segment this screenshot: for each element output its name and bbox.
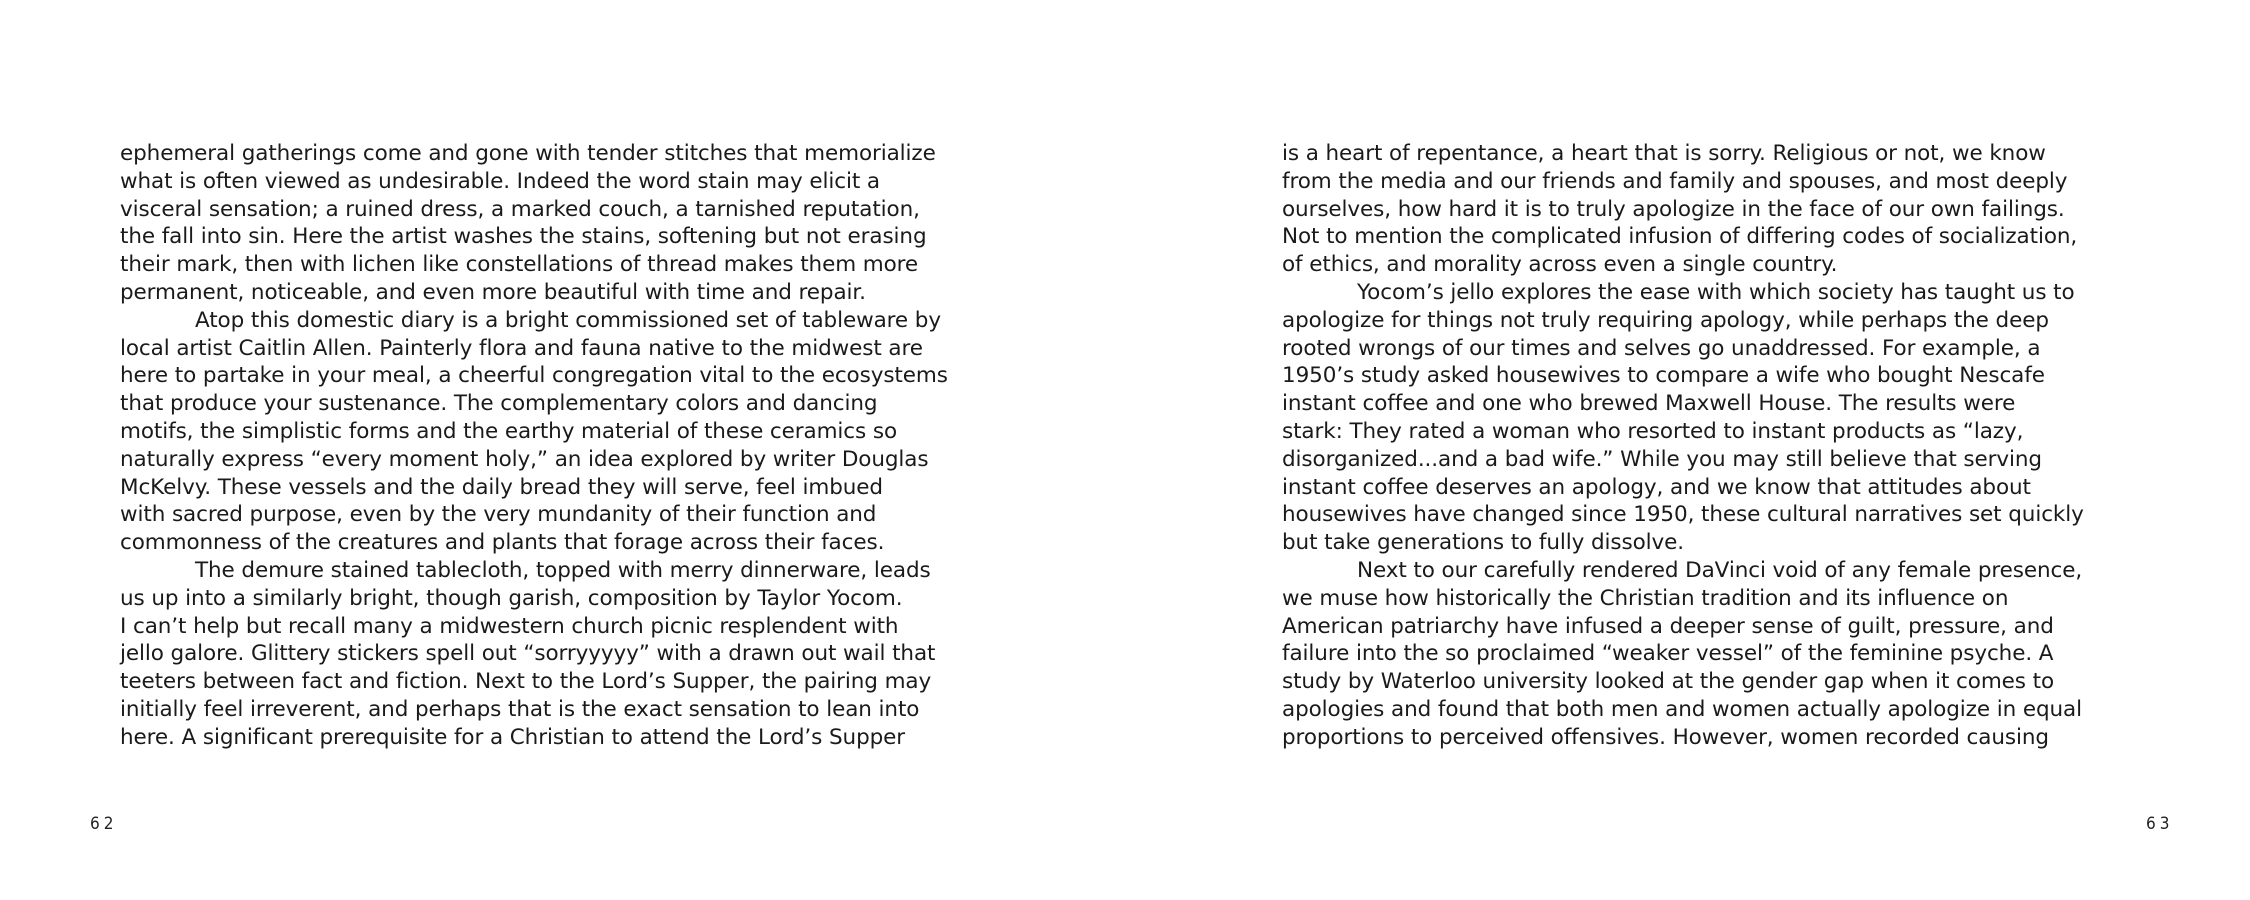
- text-line: that produce your sustenance. The complementary colors and dancing: [120, 391, 878, 417]
- text-line: I can’t help but recall many a midwestern church picnic resplendent with: [120, 613, 899, 639]
- left-page-number: 62: [90, 814, 118, 834]
- text-line: teeters between fact and fiction. Next to the Lord’s Supper, the pairing may: [120, 669, 932, 695]
- text-line: is a heart of repentance, a heart that is sorry. Religious or not, we know: [1282, 141, 2046, 166]
- text-line: Yocom’s jello explores the ease with which society has taught us to: [1357, 279, 2075, 305]
- text-line: of ethics, and morality across even a single country.: [1282, 252, 1838, 278]
- text-line: from the media and our friends and family and spouses, and most deeply: [1282, 168, 2068, 194]
- text-line: disorganized...and a bad wife.” While you may still believe that serving: [1282, 446, 2042, 472]
- text-line: motifs, the simplistic forms and the earthy material of these ceramics so: [120, 418, 898, 444]
- text-line: stark: They rated a woman who resorted to instant products as “lazy,: [1282, 418, 2024, 444]
- text-line: The demure stained tablecloth, topped with merry dinnerware, leads: [195, 557, 931, 583]
- text-line: Next to our carefully rendered DaVinci void of any female presence,: [1357, 557, 2083, 583]
- text-line: Atop this domestic diary is a bright commissioned set of tableware by: [195, 307, 941, 333]
- text-line: permanent, noticeable, and even more beautiful with time and repair.: [120, 279, 866, 305]
- text-line: 1950’s study asked housewives to compare a wife who bought Nescafe: [1282, 363, 2045, 389]
- text-line: proportions to perceived offensives. However, women recorded causing: [1282, 724, 2049, 750]
- text-line: instant coffee and one who brewed Maxwell House. The results were: [1282, 391, 2016, 417]
- right-page-number: 63: [2146, 814, 2174, 834]
- text-line: naturally express “every moment holy,” an idea explored by writer Douglas: [120, 446, 929, 472]
- text-line: failure into the so proclaimed “weaker vessel” of the feminine psyche. A: [1282, 641, 2054, 667]
- text-line: American patriarchy have infused a deeper sense of guilt, pressure, and: [1282, 613, 2054, 639]
- text-line: Not to mention the complicated infusion of differing codes of socialization,: [1282, 224, 2078, 250]
- text-line: apologize for things not truly requiring apology, while perhaps the deep: [1282, 307, 2049, 333]
- text-line: local artist Caitlin Allen. Painterly flora and fauna native to the midwest are: [120, 335, 923, 361]
- text-line: here. A significant prerequisite for a Christian to attend the Lord’s Supper: [120, 724, 906, 750]
- text-line: commonness of the creatures and plants that forage across their faces.: [120, 530, 885, 556]
- text-line: rooted wrongs of our times and selves go unaddressed. For example, a: [1282, 335, 2041, 361]
- text-line: visceral sensation; a ruined dress, a marked couch, a tarnished reputation,: [120, 196, 920, 222]
- text-line: we muse how historically the Christian tradition and its influence on: [1282, 585, 2009, 611]
- text-line: housewives have changed since 1950, these cultural narratives set quickly: [1282, 502, 2084, 528]
- text-line: instant coffee deserves an apology, and we know that attitudes about: [1282, 474, 2031, 500]
- text-line: what is often viewed as undesirable. Indeed the word stain may elicit a: [120, 168, 880, 194]
- text-line: ourselves, how hard it is to truly apologize in the face of our own failings.: [1282, 196, 2065, 222]
- right-page-body-text: [1282, 140, 2084, 752]
- text-line: jello galore. Glittery stickers spell out “sorryyyyy” with a drawn out wail that: [120, 641, 936, 667]
- text-line: with sacred purpose, even by the very mundanity of their function and: [120, 502, 877, 528]
- text-line: here to partake in your meal, a cheerful congregation vital to the ecosystems: [120, 363, 948, 389]
- text-line: initially feel irreverent, and perhaps that is the exact sensation to lean into: [120, 696, 920, 722]
- text-line: the fall into sin. Here the artist washes the stains, softening but not erasing: [120, 224, 927, 250]
- text-line: McKelvy. These vessels and the daily bread they will serve, feel imbued: [120, 474, 883, 500]
- left-page-body-text: [120, 140, 948, 752]
- right-page: [1125, 0, 2250, 900]
- text-line: apologies and found that both men and women actually apologize in equal: [1282, 696, 2082, 722]
- text-line: ephemeral gatherings come and gone with tender stitches that memorialize: [120, 141, 936, 166]
- text-line: their mark, then with lichen like constellations of thread makes them more: [120, 252, 919, 278]
- text-line: but take generations to fully dissolve.: [1282, 530, 1685, 556]
- text-line: study by Waterloo university looked at the gender gap when it comes to: [1282, 669, 2055, 695]
- text-line: us up into a similarly bright, though garish, composition by Taylor Yocom.: [120, 585, 903, 611]
